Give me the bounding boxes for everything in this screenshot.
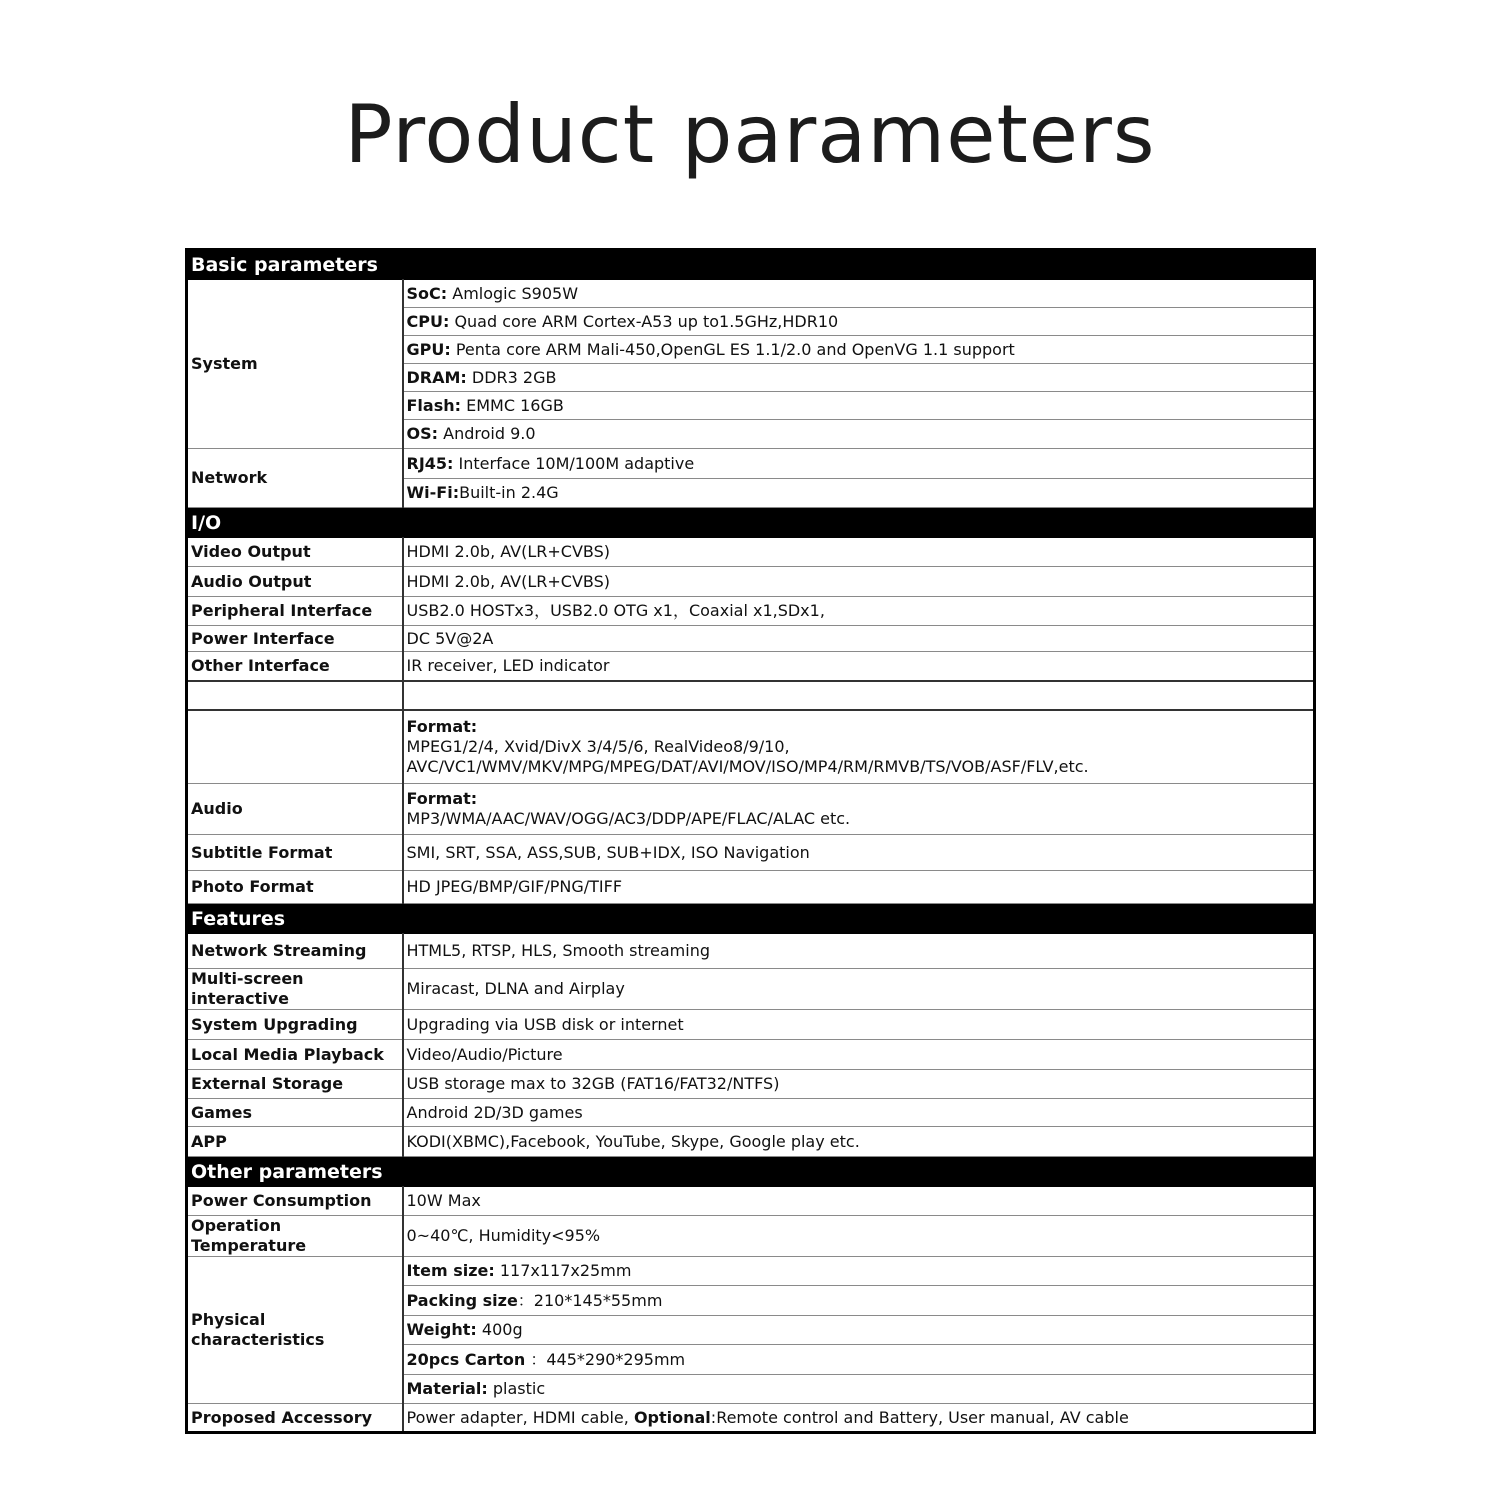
row-value-video-format — [403, 710, 1315, 784]
value-key: Packing size — [406, 1290, 518, 1310]
value-key: 20pcs Carton — [406, 1349, 526, 1369]
value-text: ：445*290*295mm — [525, 1349, 686, 1369]
row-value-temperature: 0~40℃, Humidity<95% — [403, 1216, 1315, 1257]
spec-table — [185, 248, 1316, 1434]
value-text: 400g — [476, 1320, 523, 1339]
value-key: Wi-Fi: — [406, 483, 460, 502]
row-value-weight — [403, 1316, 1315, 1345]
value-text: Penta core ARM Mali-450,OpenGL ES 1.1/2.0 and OpenVG 1.1 support — [450, 339, 1015, 359]
row-value-soc — [403, 280, 1315, 308]
row-label-subtitle: Subtitle Format — [187, 835, 403, 871]
table-row — [187, 1070, 1315, 1099]
value-text: Interface 10M/100M adaptive — [453, 453, 695, 473]
row-label-power-interface: Power Interface — [187, 626, 403, 652]
row-label-empty — [187, 681, 403, 710]
table-row — [187, 1187, 1315, 1216]
row-label-video-format — [187, 710, 403, 784]
row-value-other-interface: IR receiver, LED indicator — [403, 652, 1315, 681]
row-value-rj45 — [403, 449, 1315, 479]
table-row — [187, 1010, 1315, 1040]
table-row — [187, 784, 1315, 835]
page-title: Product parameters — [344, 88, 1156, 181]
row-label-physical: Physical characteristics — [187, 1257, 403, 1404]
row-value-multiscreen: Miracast, DLNA and Airplay — [403, 969, 1315, 1010]
row-label-audio: Audio — [187, 784, 403, 835]
row-label-storage: External Storage — [187, 1070, 403, 1099]
table-row — [187, 1099, 1315, 1127]
row-value-packing-size — [403, 1286, 1315, 1316]
row-value-dram — [403, 364, 1315, 392]
table-row — [187, 871, 1315, 904]
table-row — [187, 280, 1315, 308]
row-value-carton — [403, 1345, 1315, 1375]
table-row — [187, 538, 1315, 567]
table-row — [187, 1404, 1315, 1433]
value-text: MPEG1/2/4, Xvid/DivX 3/4/5/6, RealVideo8/9/10, — [406, 736, 790, 756]
row-label-app: APP — [187, 1127, 403, 1157]
row-value-audio-output: HDMI 2.0b, AV(LR+CVBS) — [403, 567, 1315, 597]
row-value-material — [403, 1375, 1315, 1404]
row-value-wifi — [403, 479, 1315, 508]
row-label-accessory: Proposed Accessory — [187, 1404, 403, 1433]
value-text: Power adapter, HDMI cable, — [406, 1407, 634, 1427]
row-value-gpu — [403, 336, 1315, 364]
row-label-system: System — [187, 280, 403, 449]
value-key: CPU: — [406, 311, 450, 331]
table-row — [187, 1040, 1315, 1070]
section-header-other — [187, 1157, 1315, 1187]
value-key: Flash: — [406, 395, 462, 415]
row-value-storage: USB storage max to 32GB (FAT16/FAT32/NTFS) — [403, 1070, 1315, 1099]
row-value-photo: HD JPEG/BMP/GIF/PNG/TIFF — [403, 871, 1315, 904]
row-label-other-interface: Other Interface — [187, 652, 403, 681]
value-text: MP3/WMA/AAC/WAV/OGG/AC3/DDP/APE/FLAC/ALAC etc. — [406, 809, 851, 828]
row-label-streaming: Network Streaming — [187, 934, 403, 969]
value-key: Item size: — [406, 1261, 495, 1280]
row-value-flash — [403, 392, 1315, 420]
value-key: OS: — [406, 424, 439, 443]
row-label-multiscreen: Multi-screen interactive — [187, 969, 403, 1010]
row-value-video-output: HDMI 2.0b, AV(LR+CVBS) — [403, 538, 1315, 567]
value-key: Format: — [406, 789, 478, 808]
value-key: Material: — [406, 1379, 488, 1398]
row-label-audio-output: Audio Output — [187, 567, 403, 597]
section-header-io — [187, 508, 1315, 538]
row-value-playback: Video/Audio/Picture — [403, 1040, 1315, 1070]
row-value-subtitle: SMI, SRT, SSA, ASS,SUB, SUB+IDX, ISO Navigation — [403, 835, 1315, 871]
row-label-photo: Photo Format — [187, 871, 403, 904]
section-title: Other parameters — [187, 1157, 1315, 1187]
row-value-audio-format — [403, 784, 1315, 835]
value-key: RJ45: — [406, 453, 454, 473]
row-value-os — [403, 420, 1315, 449]
value-text: :Remote control and Battery, User manual, AV cable — [710, 1407, 1129, 1427]
value-text: Built-in 2.4G — [459, 483, 559, 502]
row-label-upgrading: System Upgrading — [187, 1010, 403, 1040]
value-key: Optional — [633, 1407, 711, 1427]
table-row — [187, 1127, 1315, 1157]
value-key: GPU: — [406, 339, 451, 359]
value-key: Weight: — [406, 1320, 477, 1339]
value-key: DRAM: — [406, 367, 467, 387]
value-key: SoC: — [406, 283, 448, 303]
value-text: Amlogic S905W — [447, 283, 579, 303]
row-value-games: Android 2D/3D games — [403, 1099, 1315, 1127]
value-text: Android 9.0 — [438, 424, 536, 443]
row-label-network: Network — [187, 449, 403, 508]
section-header-basic — [187, 250, 1315, 280]
row-label-consumption: Power Consumption — [187, 1187, 403, 1216]
value-text: 117x117x25mm — [494, 1261, 632, 1280]
value-text: Quad core ARM Cortex-A53 up to1.5GHz,HDR10 — [449, 311, 839, 331]
section-title: I/O — [187, 508, 1315, 538]
row-value-accessory — [403, 1404, 1315, 1433]
table-row — [187, 567, 1315, 597]
section-header-features — [187, 904, 1315, 934]
value-text: DDR3 2GB — [466, 367, 557, 387]
table-row — [187, 1257, 1315, 1286]
value-text: plastic — [487, 1379, 546, 1398]
row-label-peripheral: Peripheral Interface — [187, 597, 403, 626]
value-text: EMMC 16GB — [461, 395, 564, 415]
row-label-video-output: Video Output — [187, 538, 403, 567]
row-value-power-interface: DC 5V@2A — [403, 626, 1315, 652]
row-label-games: Games — [187, 1099, 403, 1127]
table-row — [187, 835, 1315, 871]
row-value-empty — [403, 681, 1315, 710]
row-value-cpu — [403, 308, 1315, 336]
row-value-peripheral: USB2.0 HOSTx3，USB2.0 OTG x1，Coaxial x1,SDx1, — [403, 597, 1315, 626]
table-row — [187, 969, 1315, 1010]
row-value-app: KODI(XBMC),Facebook, YouTube, Skype, Google play etc. — [403, 1127, 1315, 1157]
value-key: Format: — [406, 716, 478, 736]
table-row — [187, 626, 1315, 652]
table-row — [187, 934, 1315, 969]
table-row-empty — [187, 681, 1315, 710]
table-row — [187, 1216, 1315, 1257]
row-label-playback: Local Media Playback — [187, 1040, 403, 1070]
section-title: Features — [187, 904, 1315, 934]
value-text: ：210*145*55mm — [517, 1290, 663, 1310]
table-row — [187, 449, 1315, 479]
row-value-item-size — [403, 1257, 1315, 1286]
section-title: Basic parameters — [187, 250, 1315, 280]
row-value-streaming: HTML5, RTSP, HLS, Smooth streaming — [403, 934, 1315, 969]
table-row — [187, 597, 1315, 626]
row-value-upgrading: Upgrading via USB disk or internet — [403, 1010, 1315, 1040]
table-row — [187, 710, 1315, 784]
value-text: AVC/VC1/WMV/MKV/MPG/MPEG/DAT/AVI/MOV/ISO/MP4/RM/RMVB/TS/VOB/ASF/FLV,etc. — [406, 756, 1089, 776]
row-label-temperature: Operation Temperature — [187, 1216, 403, 1257]
row-value-consumption: 10W Max — [403, 1187, 1315, 1216]
table-row — [187, 652, 1315, 681]
